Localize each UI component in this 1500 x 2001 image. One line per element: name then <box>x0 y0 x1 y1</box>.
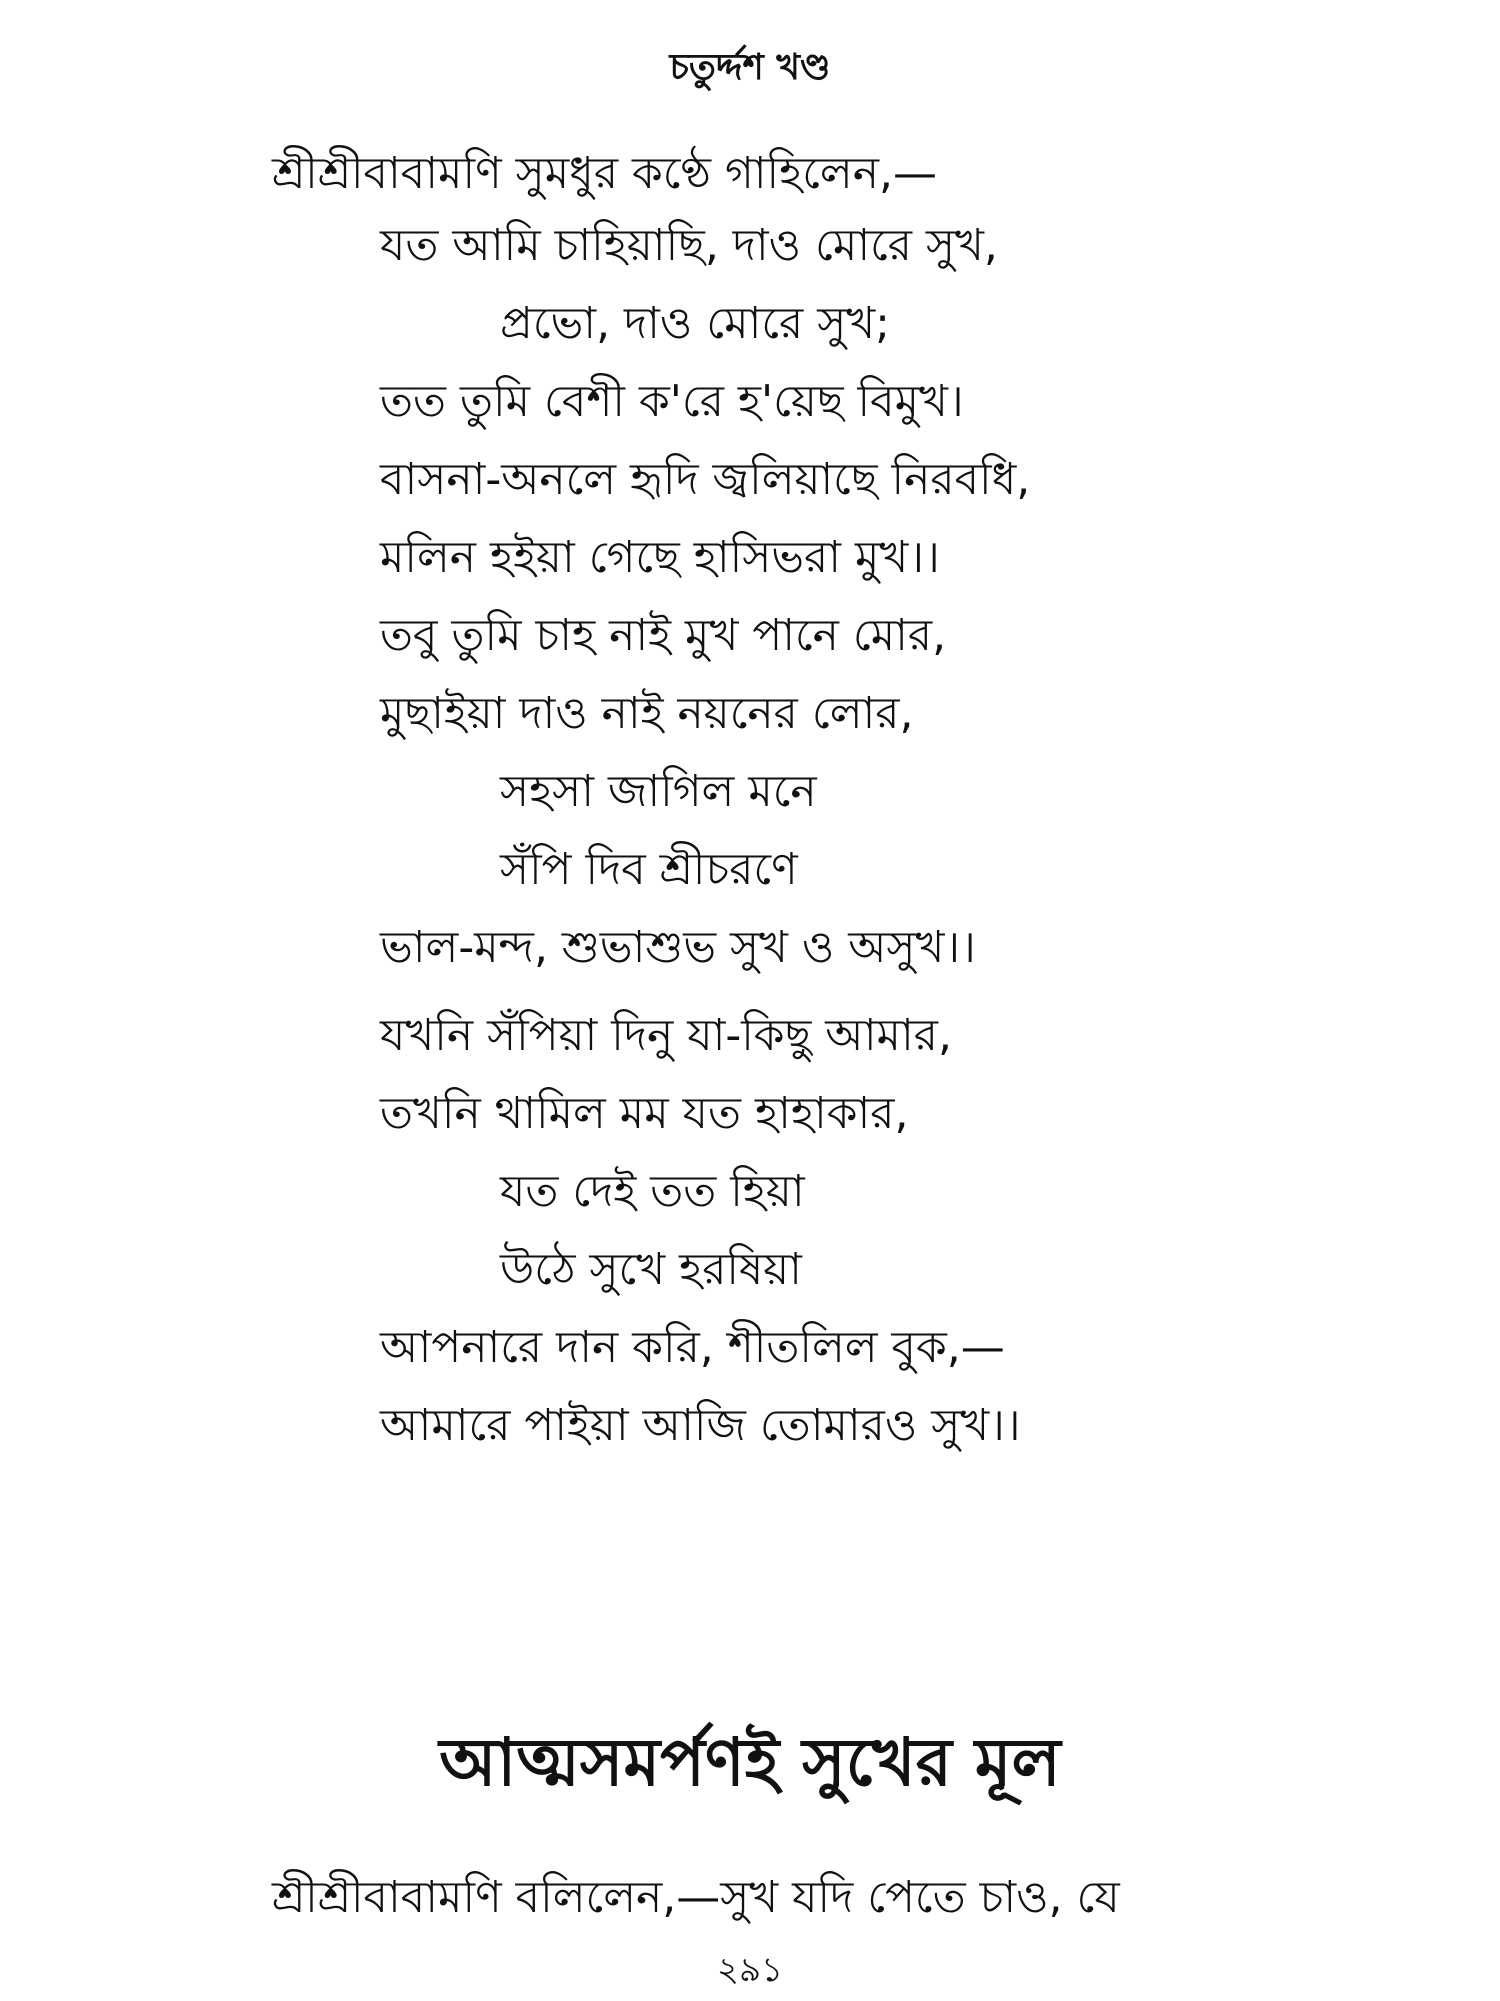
section-heading: আত্মসমর্পণই সুখের মূল <box>439 1724 1061 1801</box>
closing-line: শ্রীশ্রীবাবামণি বলিলেন,—সুখ যদি পেতে চাও, যে <box>272 1872 1120 1923</box>
song-line: যত আমি চাহিয়াছি, দাও মোরে সুখ, <box>380 220 998 271</box>
song-line: তবু তুমি চাহ নাই মুখ পানে মোর, <box>380 610 947 661</box>
song-line: সহসা জাগিল মনে <box>500 766 817 817</box>
song-line: ভাল-মন্দ, শুভাশুভ সুখ ও অসুখ।। <box>380 922 976 973</box>
song-line: যখনি সঁপিয়া দিনু যা-কিছু আমার, <box>380 1010 952 1061</box>
song-line: আপনারে দান করি, শীতলিল বুক,— <box>380 1322 1005 1373</box>
song-line: মলিন হইয়া গেছে হাসিভরা মুখ।। <box>380 532 940 583</box>
song-line: উঠে সুখে হরষিয়া <box>500 1244 802 1295</box>
page-number: ২৯১ <box>716 1950 784 1990</box>
song-line: তত তুমি বেশী ক'রে হ'য়েছ বিমুখ। <box>380 376 964 427</box>
song-line: মুছাইয়া দাও নাই নয়নের লোর, <box>380 688 914 739</box>
intro-line: শ্রীশ্রীবাবামণি সুমধুর কণ্ঠে গাহিলেন,— <box>272 148 937 199</box>
song-line: আমারে পাইয়া আজি তোমারও সুখ।। <box>380 1400 1021 1451</box>
song-line: সঁপি দিব শ্রীচরণে <box>500 844 798 895</box>
song-line: বাসনা-অনলে হৃদি জ্বলিয়াছে নিরবধি, <box>380 454 1031 505</box>
song-line: প্রভো, দাও মোরে সুখ; <box>500 298 890 349</box>
song-line: তখনি থামিল মম যত হাহাকার, <box>380 1088 909 1139</box>
song-line: যত দেই তত হিয়া <box>500 1166 805 1217</box>
running-header: চতুর্দ্দশ খণ্ড <box>669 47 831 88</box>
